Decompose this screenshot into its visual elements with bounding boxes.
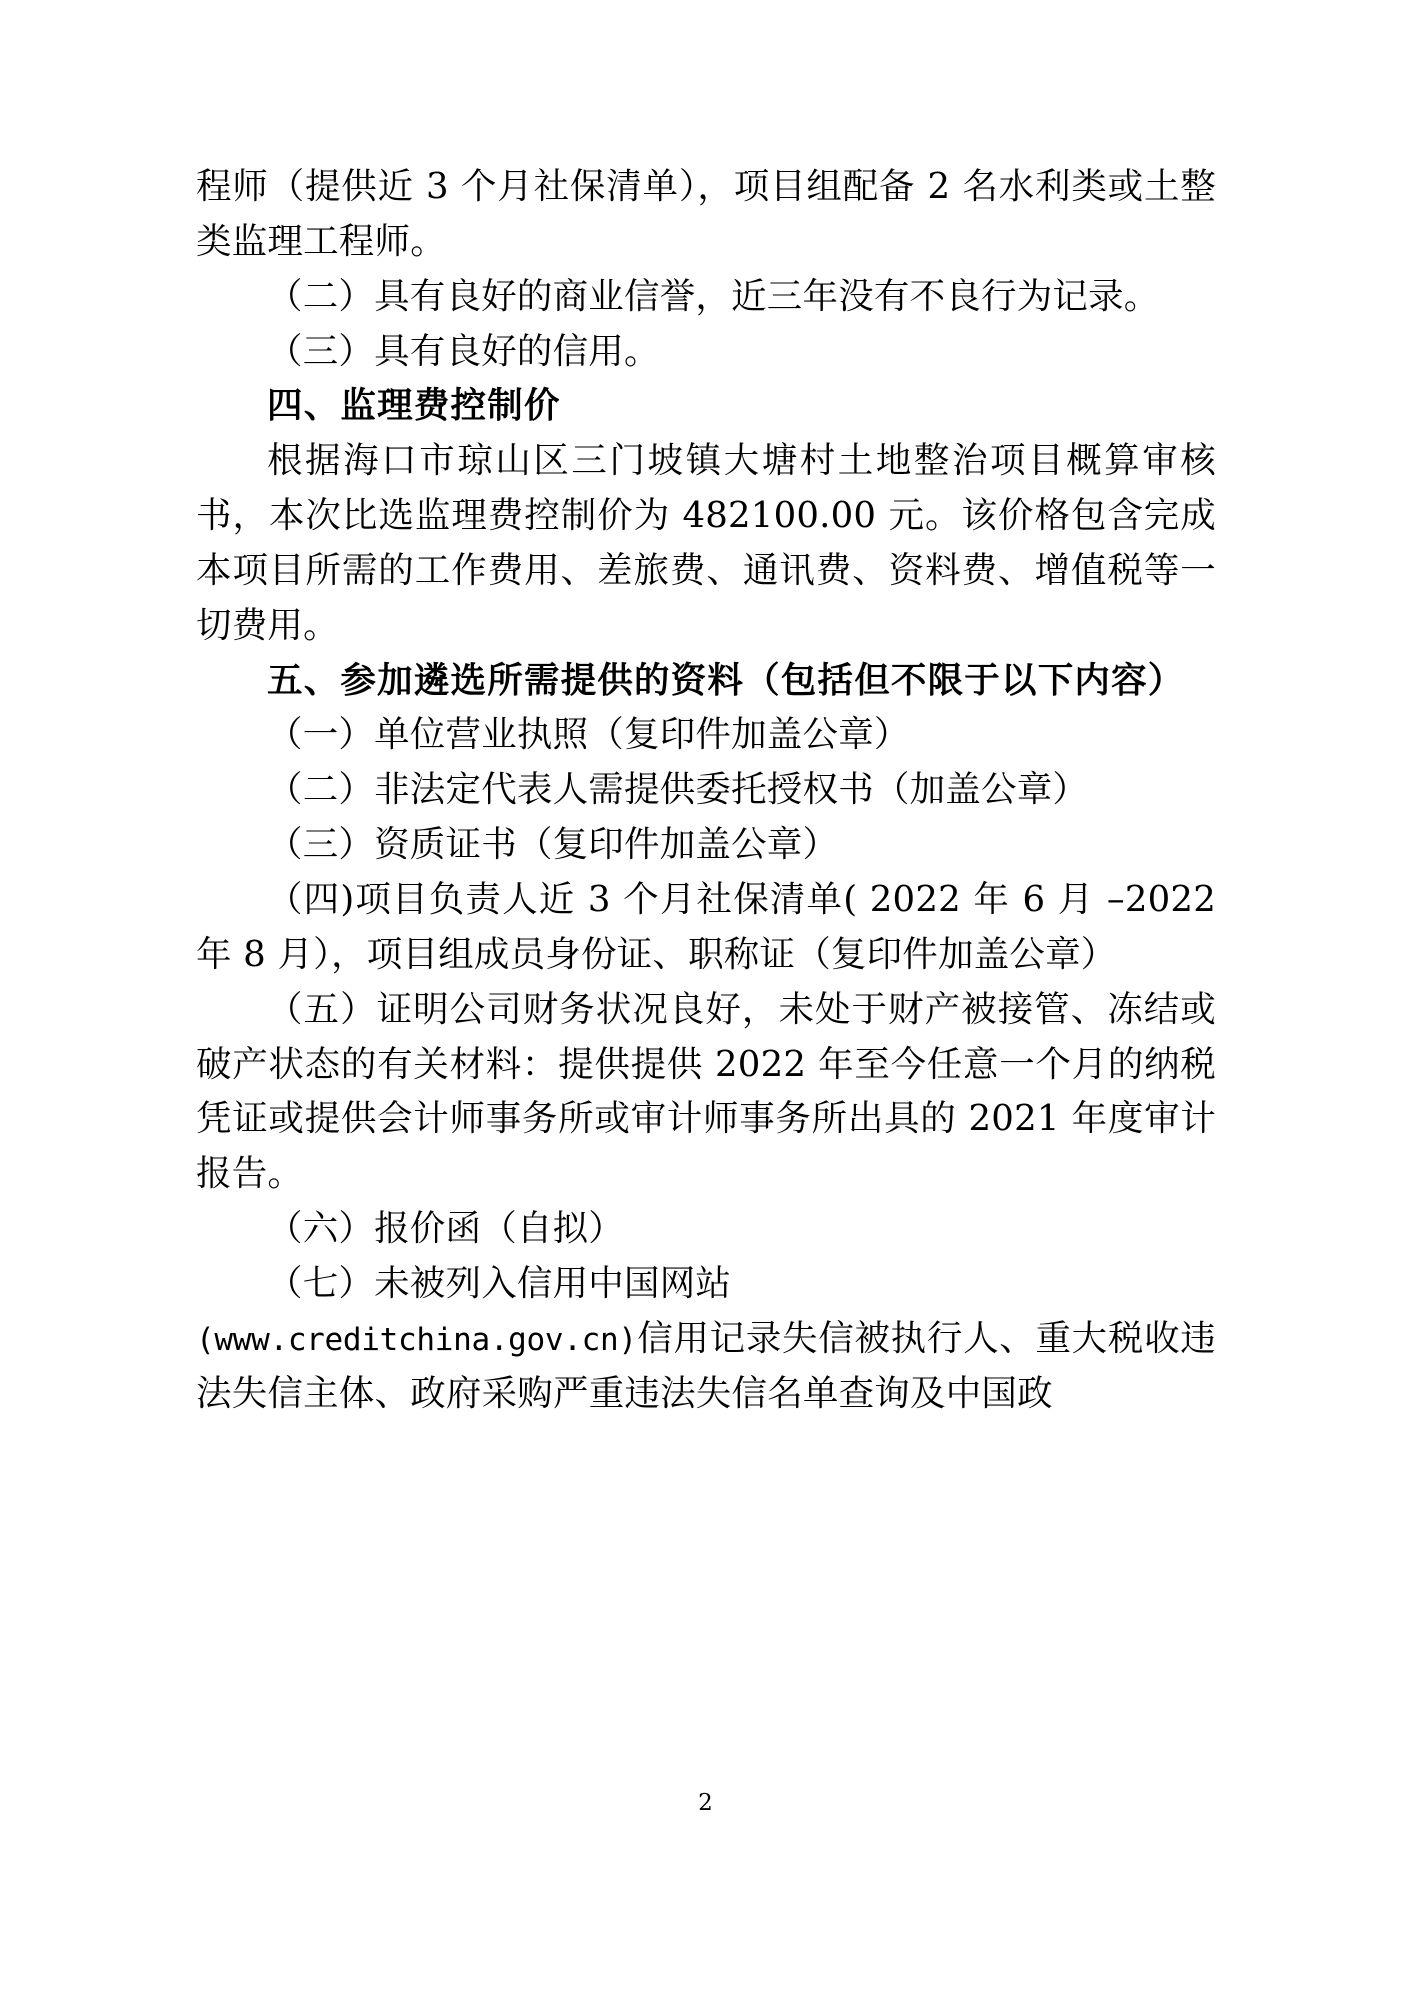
- paragraph-doc-4-social-security: （四)项目负责人近 3 个月社保清单( 2022 年 6 月 –2022 年 8 月），项目组成员身份证、职称证（复印件加盖公章）: [196, 878, 1216, 975]
- paragraph-doc-7-credit-check-body: [196, 1312, 1216, 1422]
- paragraph-doc-6-quotation: （六）报价函（自拟）: [267, 1208, 625, 1250]
- paragraph-control-price-body: 根据海口市琼山区三门坡镇大塘村土地整治项目概算审核书，本次比选监理费控制价为 482100.00 元。该价格包含完成本项目所需的工作费用、差旅费、通讯费、资料费、增值税等一切费用。: [196, 440, 1216, 646]
- paragraph-doc-5-financial: （五）证明公司财务状况良好，未处于财产被接管、冻结或破产状态的有关材料：提供提供 2022 年至今任意一个月的纳税凭证或提供会计师事务所或审计师事务所出具的 2021 年度审计报告。: [196, 988, 1216, 1195]
- paragraph-doc-2-authorization: （二）非法定代表人需提供委托授权书（加盖公章）: [267, 769, 1089, 811]
- paragraph-item-2-reputation: （二）具有良好的商业信誉，近三年没有不良行为记录。: [267, 275, 1160, 317]
- paragraph-doc-3-qualification: （三）资质证书（复印件加盖公章）: [267, 824, 839, 866]
- credit-china-url: (www.creditchina.gov.cn): [196, 1321, 637, 1358]
- paragraph-item-3-credit: （三）具有良好的信用。: [267, 330, 660, 372]
- section-heading-five: 五、参加遴选所需提供的资料（包括但不限于以下内容）: [267, 659, 1185, 701]
- section-heading-four: 四、监理费控制价: [267, 385, 561, 427]
- paragraph-doc-1-license: （一）单位营业执照（复印件加盖公章）: [267, 714, 910, 756]
- document-body: [196, 160, 1216, 1421]
- paragraph-doc-7-credit-check-head: （七）未被列入信用中国网站: [267, 1262, 732, 1304]
- paragraph-doc-7-credit-check-body-text: 信用记录失信被执行人、重大税收违法失信主体、政府采购严重违法失信名单查询及中国政: [196, 1317, 1216, 1414]
- paragraph-continued-engineer: 程师（提供近 3 个月社保清单），项目组配备 2 名水利类或土整类监理工程师。: [196, 166, 1216, 262]
- page-number: 2: [698, 1790, 713, 1816]
